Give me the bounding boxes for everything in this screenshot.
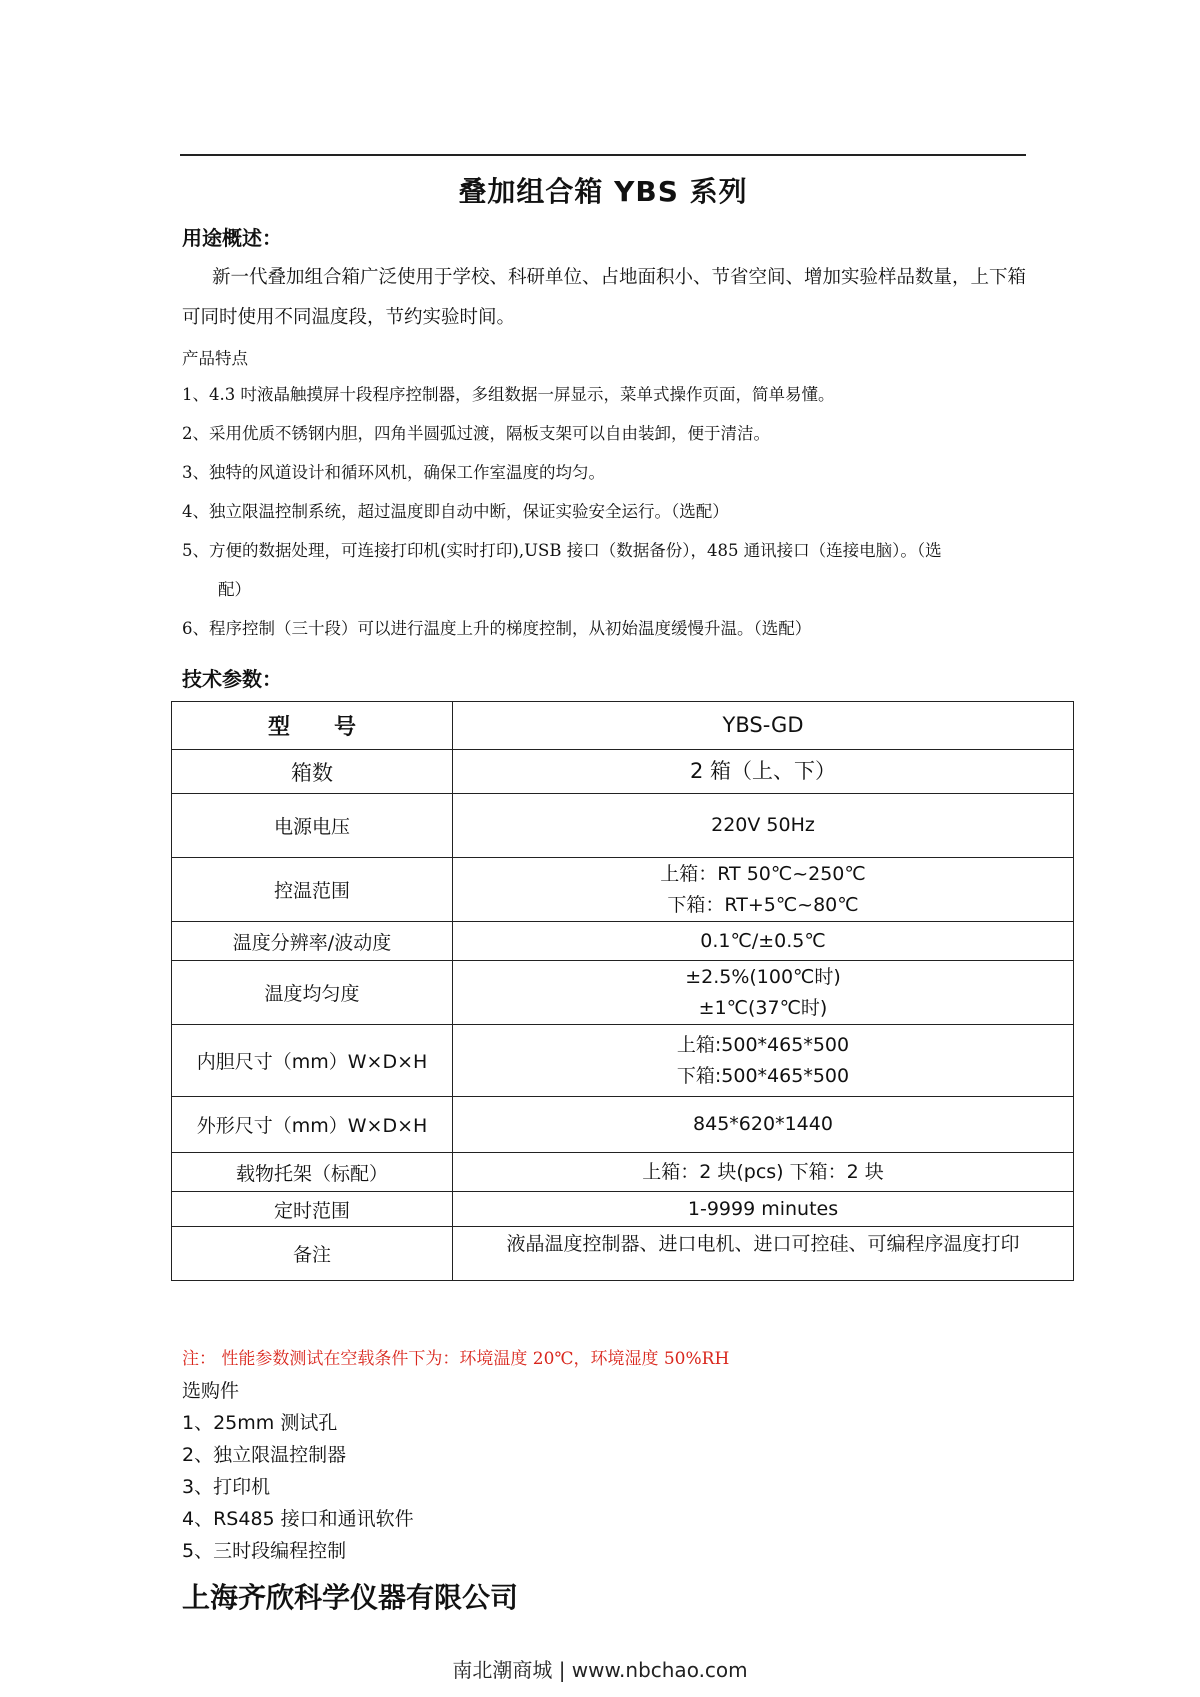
usage-text: 新一代叠加组合箱广泛使用于学校、科研单位、占地面积小、节省空间、增加实验样品数量，上下箱可同时使用不同温度段，节约实验时间。 — [182, 267, 1027, 328]
spec-value: 220V 50Hz — [453, 794, 1074, 858]
header-rule — [180, 154, 1026, 156]
spec-key: 型 号 — [172, 702, 453, 750]
usage-heading: 用途概述： — [182, 226, 282, 250]
table-row — [172, 702, 1074, 750]
table-row — [172, 1227, 1074, 1281]
table-row — [172, 750, 1074, 794]
table-row — [172, 1192, 1074, 1227]
spec-value: 上箱:500*465*500 下箱:500*465*500 — [453, 1025, 1074, 1097]
spec-key: 内胆尺寸（mm）W×D×H — [172, 1025, 453, 1097]
spec-value: 1-9999 minutes — [453, 1192, 1074, 1227]
table-row — [172, 858, 1074, 922]
spec-key: 定时范围 — [172, 1192, 453, 1227]
spec-value: 845*620*1440 — [453, 1097, 1074, 1153]
option-item: 5、三时段编程控制 — [182, 1540, 347, 1562]
spec-key: 温度分辨率/波动度 — [172, 922, 453, 961]
option-item: 1、25mm 测试孔 — [182, 1412, 338, 1434]
spec-table — [171, 701, 1074, 1281]
table-row — [172, 794, 1074, 858]
test-condition-note: 注： 性能参数测试在空载条件下为：环境温度 20℃，环境湿度 50%RH — [182, 1349, 730, 1369]
options-heading: 选购件 — [182, 1380, 240, 1402]
spec-value: 上箱：RT 50℃~250℃ 下箱：RT+5℃~80℃ — [453, 858, 1074, 922]
page-title: 叠加组合箱 YBS 系列 — [458, 175, 748, 208]
feature-item: 2、采用优质不锈钢内胆，四角半圆弧过渡，隔板支架可以自由装卸，便于清洁。 — [182, 424, 770, 443]
spec-key: 载物托架（标配） — [172, 1153, 453, 1192]
spec-key: 箱数 — [172, 750, 453, 794]
usage-paragraph — [182, 258, 1027, 338]
feature-item: 4、独立限温控制系统，超过温度即自动中断，保证实验安全运行。（选配） — [182, 502, 729, 521]
feature-item-continuation: 配） — [218, 580, 251, 599]
spec-value: ±2.5%(100℃时) ±1℃(37℃时) — [453, 961, 1074, 1025]
feature-item: 5、方便的数据处理，可连接打印机(实时打印),USB 接口（数据备份），485 通讯接口（连接电脑）。（选 — [182, 541, 942, 560]
option-item: 2、独立限温控制器 — [182, 1444, 347, 1466]
spec-heading: 技术参数： — [182, 667, 282, 691]
site-footer[interactable]: 南北潮商城 | www.nbchao.com — [452, 1658, 748, 1682]
spec-key: 备注 — [172, 1227, 453, 1281]
features-heading: 产品特点 — [182, 349, 248, 368]
option-item: 4、RS485 接口和通讯软件 — [182, 1508, 414, 1530]
spec-value: YBS-GD — [453, 702, 1074, 750]
table-row — [172, 922, 1074, 961]
features-list — [182, 375, 1027, 648]
spec-value: 0.1℃/±0.5℃ — [453, 922, 1074, 961]
table-row — [172, 961, 1074, 1025]
spec-key: 控温范围 — [172, 858, 453, 922]
feature-item: 3、独特的风道设计和循环风机，确保工作室温度的均匀。 — [182, 463, 605, 482]
feature-item: 1、4.3 吋液晶触摸屏十段程序控制器，多组数据一屏显示，菜单式操作页面，简单易懂。 — [182, 385, 835, 404]
table-row — [172, 1025, 1074, 1097]
table-row — [172, 1097, 1074, 1153]
company-name: 上海齐欣科学仪器有限公司 — [182, 1581, 519, 1614]
spec-key: 电源电压 — [172, 794, 453, 858]
spec-value: 2 箱（上、下） — [453, 750, 1074, 794]
option-item: 3、打印机 — [182, 1476, 271, 1498]
spec-key: 温度均匀度 — [172, 961, 453, 1025]
spec-value: 液晶温度控制器、进口电机、进口可控硅、可编程序温度打印 — [453, 1227, 1074, 1281]
spec-key: 外形尺寸（mm）W×D×H — [172, 1097, 453, 1153]
spec-value: 上箱：2 块(pcs) 下箱：2 块 — [453, 1153, 1074, 1192]
table-row — [172, 1153, 1074, 1192]
feature-item: 6、程序控制（三十段）可以进行温度上升的梯度控制，从初始温度缓慢升温。（选配） — [182, 619, 812, 638]
